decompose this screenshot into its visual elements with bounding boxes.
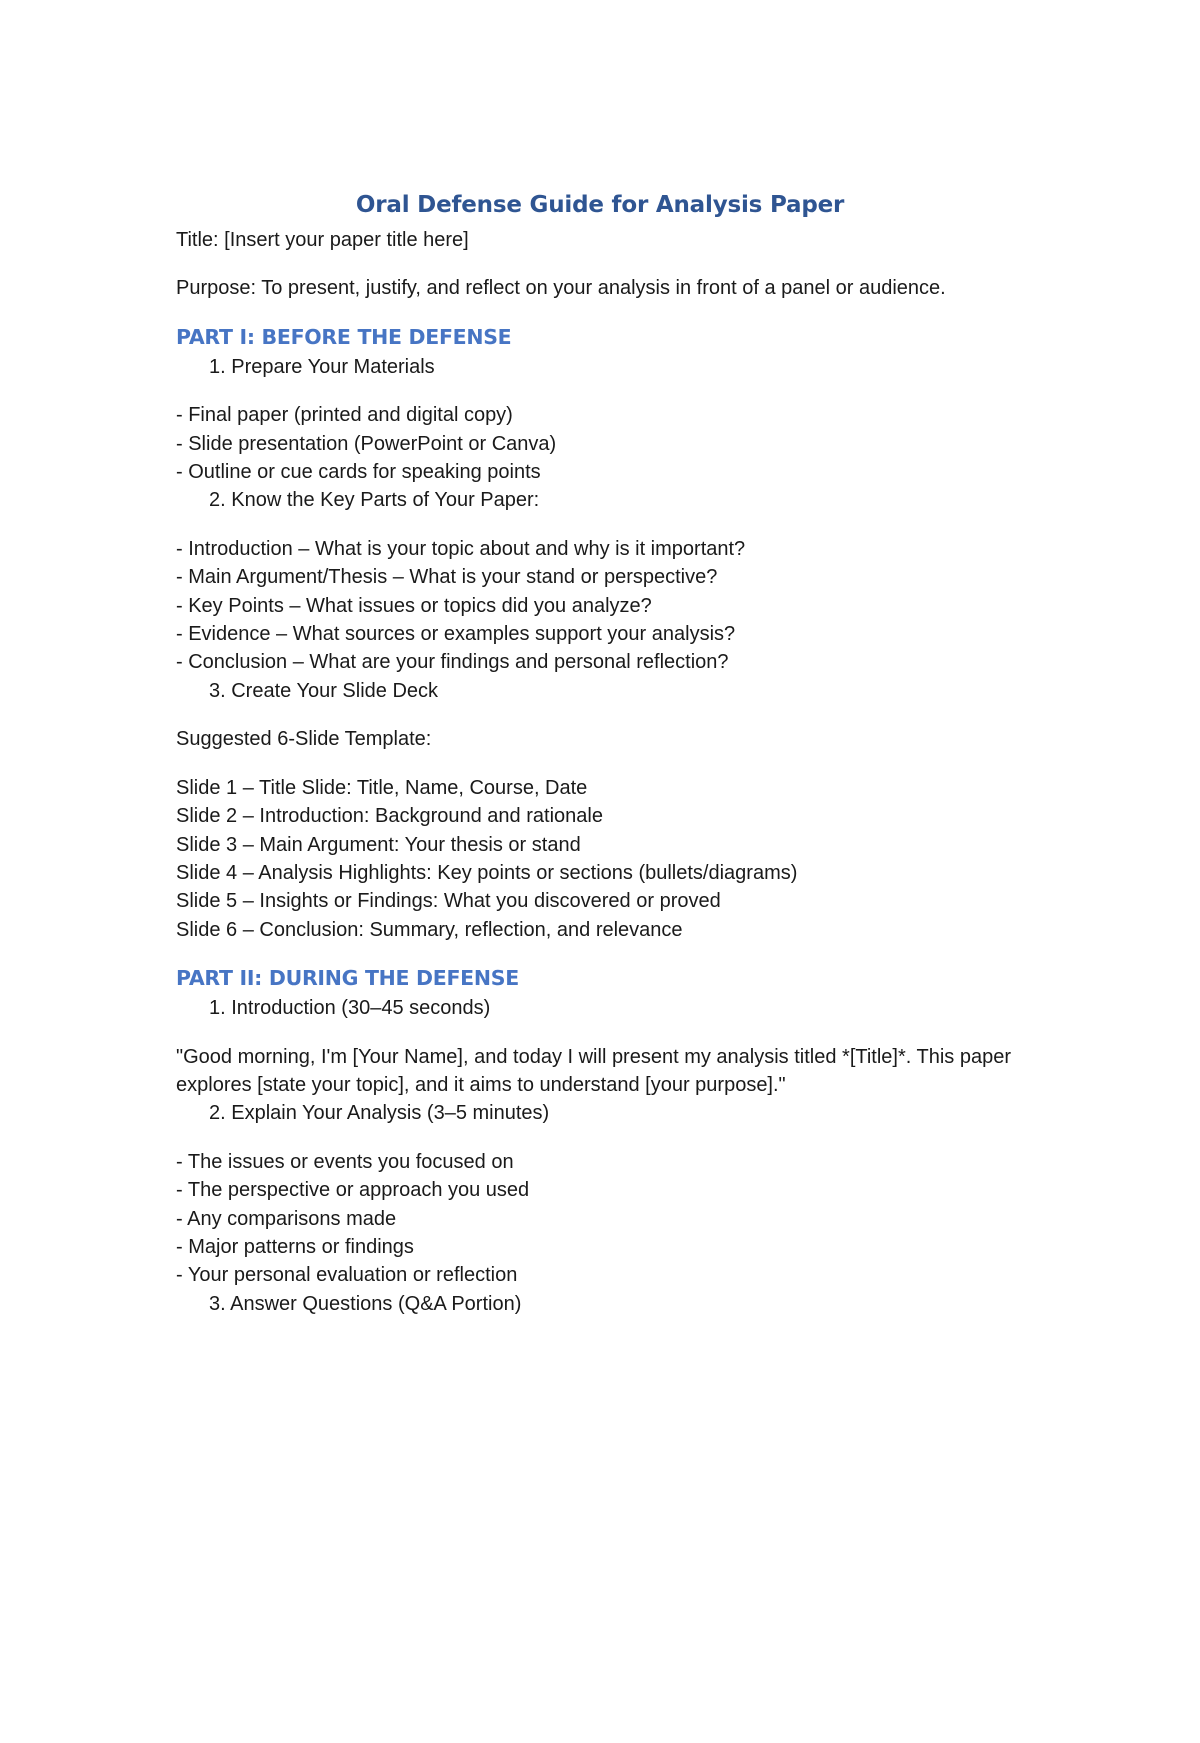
section-heading-part1: PART I: BEFORE THE DEFENSE <box>176 324 512 349</box>
list-item: - Main Argument/Thesis – What is your stand or perspective? <box>176 566 718 589</box>
list-item: Slide 5 – Insights or Findings: What you discovered or proved <box>176 890 721 913</box>
document-page <box>0 190 1200 1743</box>
list-item: - Conclusion – What are your findings and personal reflection? <box>176 651 729 674</box>
step-label: 1. Prepare Your Materials <box>209 355 435 378</box>
list-item: - The perspective or approach you used <box>176 1179 530 1202</box>
list-item: - The issues or events you focused on <box>176 1150 514 1173</box>
key-parts-list <box>176 535 1040 677</box>
paper-title-line: Title: [Insert your paper title here] <box>176 229 469 251</box>
list-item: Slide 2 – Introduction: Background and rationale <box>176 805 603 828</box>
slide-template-list <box>176 774 1040 944</box>
list-item: - Any comparisons made <box>176 1207 397 1230</box>
list-item: - Final paper (printed and digital copy) <box>176 404 513 427</box>
list-item: - Introduction – What is your topic about and why is it important? <box>176 537 746 560</box>
step-label: 1. Introduction (30–45 seconds) <box>209 997 491 1020</box>
document-title: Oral Defense Guide for Analysis Paper <box>355 192 845 218</box>
list-item: Slide 6 – Conclusion: Summary, reflection, and relevance <box>176 918 683 941</box>
list-item: Slide 3 – Main Argument: Your thesis or stand <box>176 833 581 856</box>
list-item: - Outline or cue cards for speaking points <box>176 461 541 484</box>
step-label: 3. Create Your Slide Deck <box>209 679 439 702</box>
section-heading-part2: PART II: DURING THE DEFENSE <box>176 966 519 991</box>
purpose-line: Purpose: To present, justify, and reflect on your analysis in front of a panel or audience. <box>176 277 946 300</box>
list-item: - Evidence – What sources or examples support your analysis? <box>176 623 736 646</box>
list-item: - Slide presentation (PowerPoint or Canva) <box>176 432 557 455</box>
step-label: 2. Know the Key Parts of Your Paper: <box>209 489 540 512</box>
step-label: 3. Answer Questions (Q&A Portion) <box>209 1292 522 1315</box>
list-item: Slide 4 – Analysis Highlights: Key points or sections (bullets/diagrams) <box>176 861 798 884</box>
materials-list <box>176 401 1040 486</box>
sample-introduction-quote: "Good morning, I'm [Your Name], and today I will present my analysis titled *[Title]*. This paper explores [state your topic], and it aims to understand [your purpose]." <box>176 1045 1011 1096</box>
list-item: Slide 1 – Title Slide: Title, Name, Course, Date <box>176 776 588 799</box>
analysis-points-list <box>176 1148 1040 1290</box>
list-item: - Key Points – What issues or topics did you analyze? <box>176 594 652 617</box>
step-label: 2. Explain Your Analysis (3–5 minutes) <box>209 1102 550 1125</box>
template-label: Suggested 6-Slide Template: <box>176 728 432 751</box>
list-item: - Major patterns or findings <box>176 1235 414 1258</box>
list-item: - Your personal evaluation or reflection <box>176 1264 518 1287</box>
